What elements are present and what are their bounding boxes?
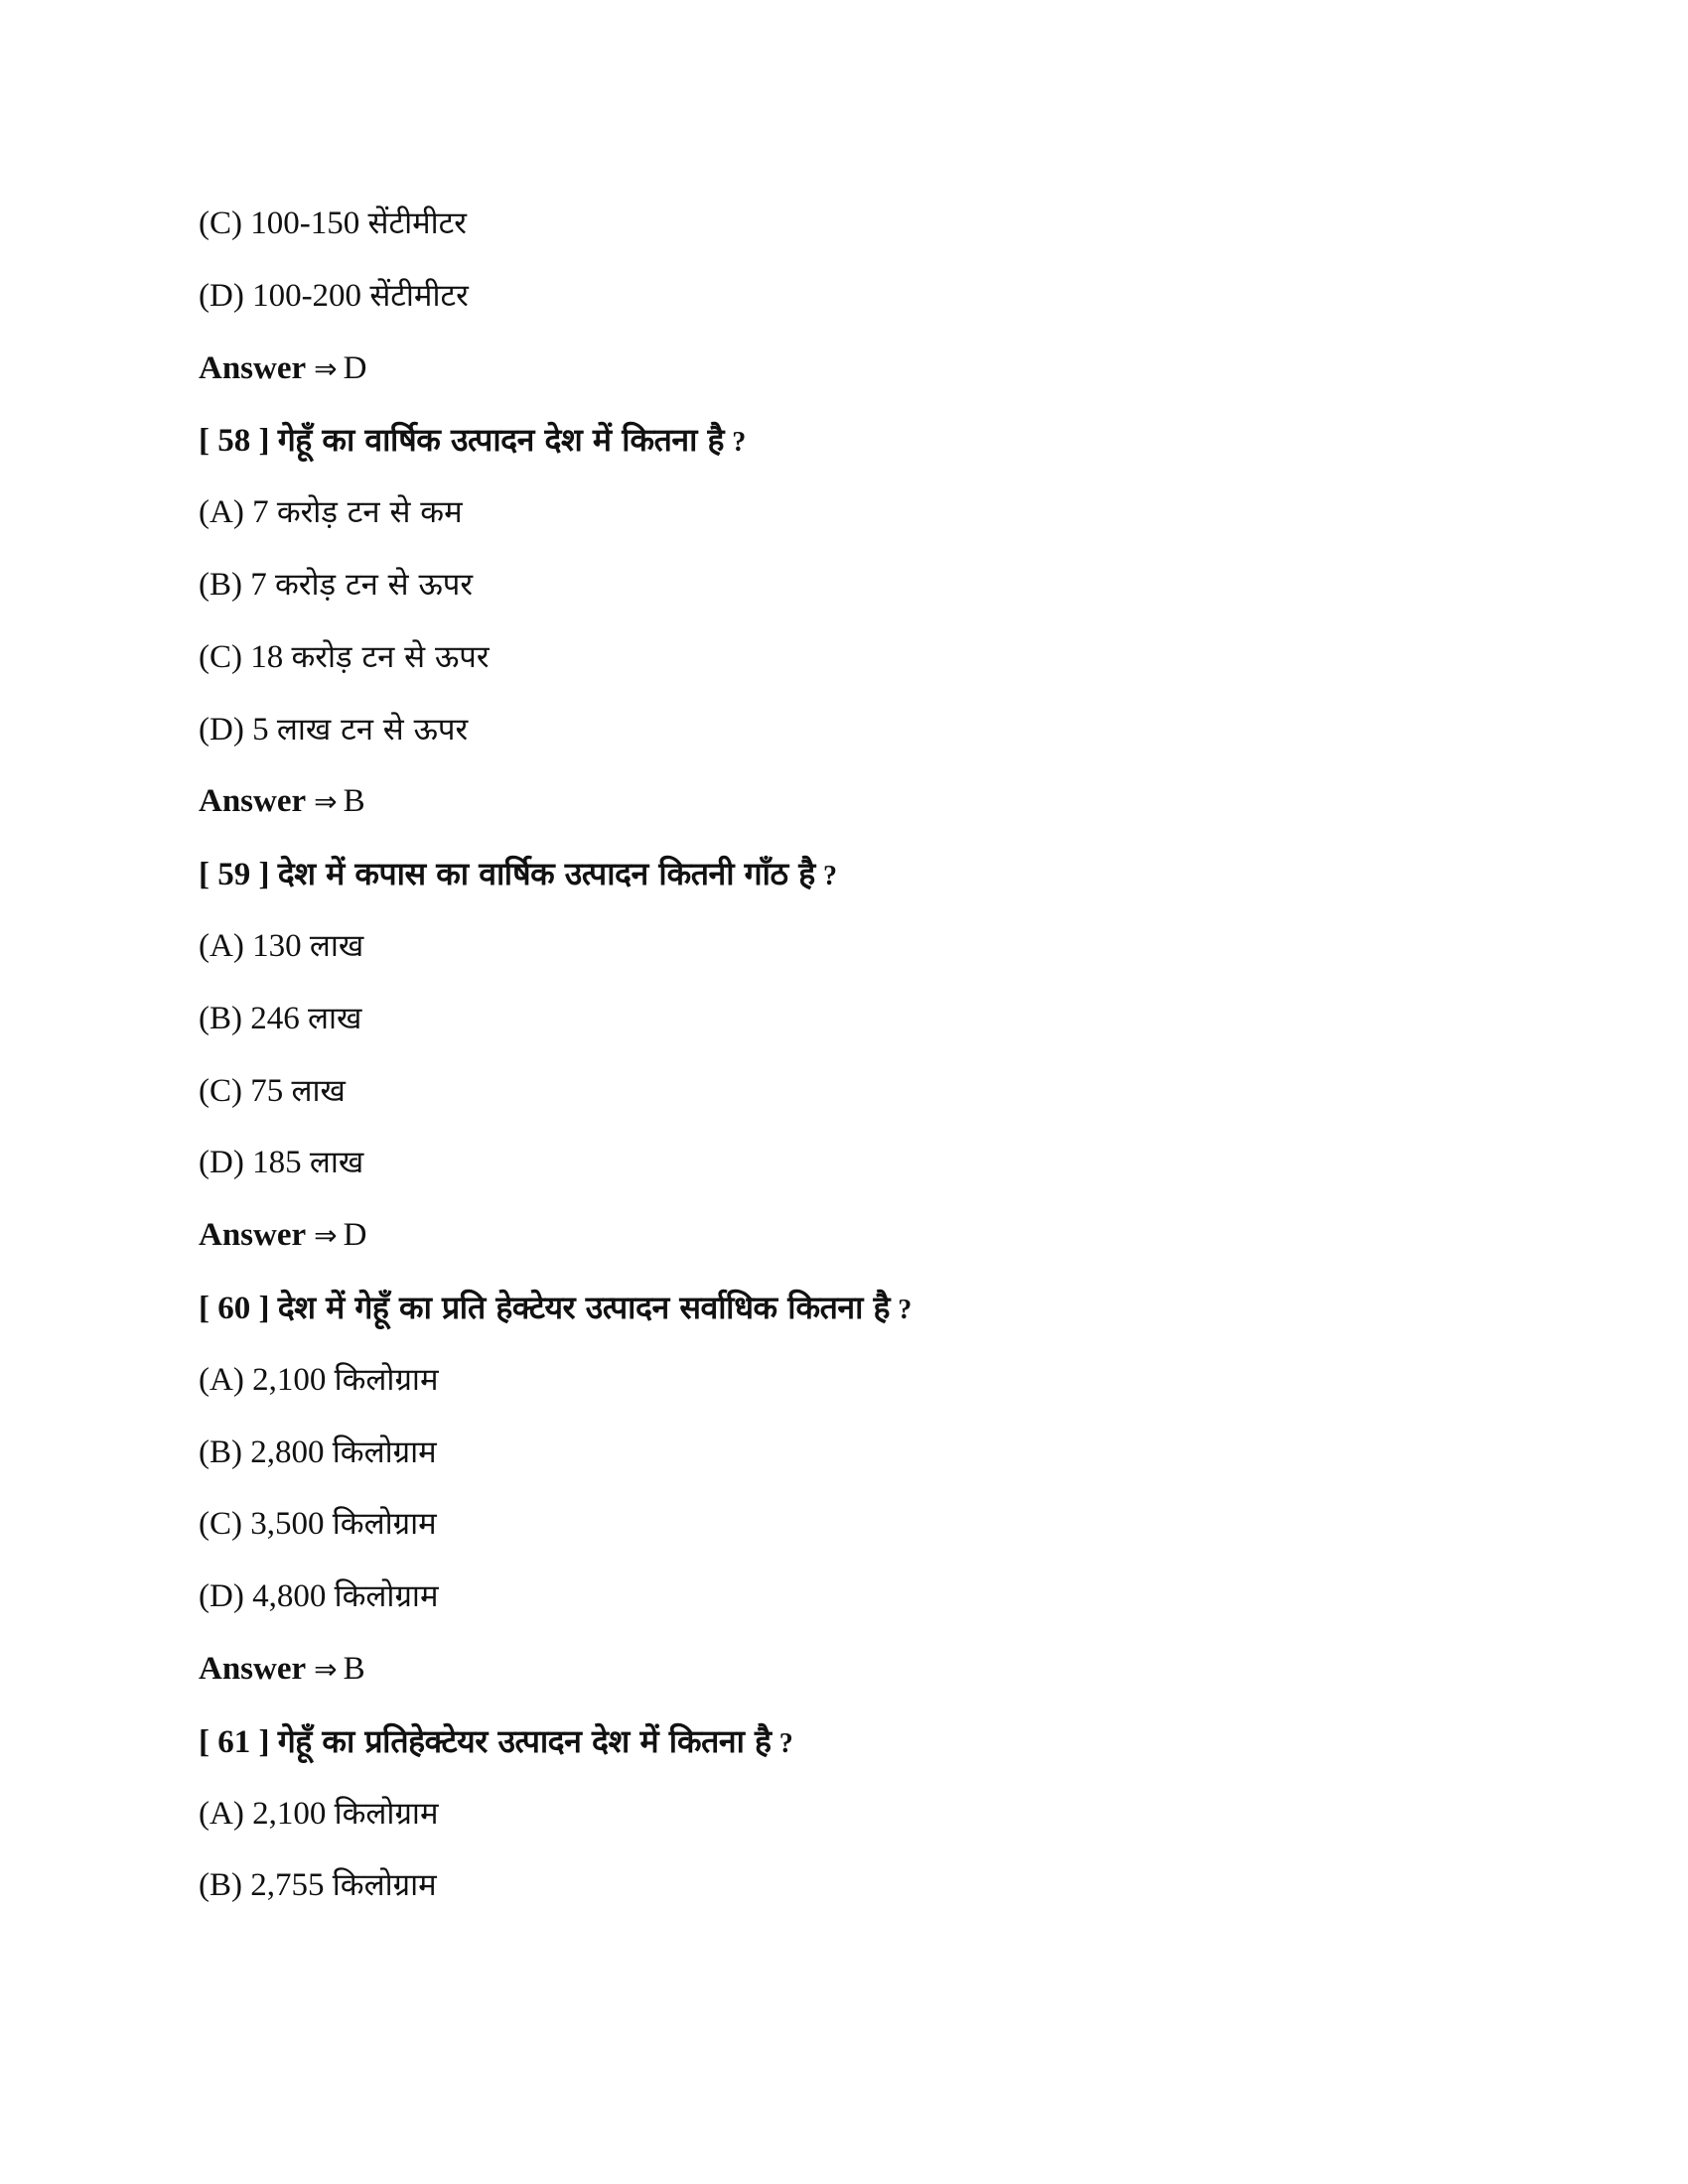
option-value: 185 xyxy=(252,1145,302,1181)
option-label: (C) xyxy=(199,205,242,241)
option-label: (D) xyxy=(199,711,244,748)
double-arrow-icon: ⇒ xyxy=(314,351,338,385)
option-label: (A) xyxy=(199,494,244,531)
option-value: 246 xyxy=(250,1000,300,1036)
q58-option-d xyxy=(199,701,912,773)
question-text: देश में गेहूँ का प्रति हेक्टेयर उत्पादन सर्वाधिक कितना है xyxy=(277,1288,891,1326)
answer-letter: D xyxy=(343,1217,367,1254)
q60-option-d xyxy=(199,1568,912,1640)
double-arrow-icon: ⇒ xyxy=(314,1652,338,1686)
q60-answer xyxy=(199,1640,912,1712)
option-label: (D) xyxy=(199,1578,244,1615)
option-unit: लाख xyxy=(309,1145,364,1181)
option-value: 4,800 xyxy=(252,1578,327,1615)
q61-option-a xyxy=(199,1785,912,1857)
option-unit: किलोग्राम xyxy=(334,1361,439,1398)
option-value: 3,500 xyxy=(250,1506,325,1543)
answer-label: Answer xyxy=(199,1650,307,1687)
option-label: (B) xyxy=(199,566,242,603)
question-mark: ? xyxy=(778,1727,793,1759)
q59-option-a xyxy=(199,917,912,990)
option-unit: किलोग्राम xyxy=(334,1578,439,1615)
question-text: देश में कपास का वार्षिक उत्पादन कितनी गाँठ है xyxy=(277,855,815,893)
answer-label: Answer xyxy=(199,783,307,820)
option-value: 130 xyxy=(252,927,302,964)
q59-option-d xyxy=(199,1134,912,1206)
option-value: 100-150 xyxy=(250,205,360,241)
option-unit: लाख टन से ऊपर xyxy=(276,711,469,748)
question-number: [ 59 ] xyxy=(199,857,270,893)
question-text: गेहूँ का प्रतिहेक्टेयर उत्पादन देश में कितना है xyxy=(277,1721,772,1760)
option-label: (C) xyxy=(199,638,242,675)
q61-option-b xyxy=(199,1856,912,1929)
question-number: [ 58 ] xyxy=(199,423,270,460)
quiz-content xyxy=(199,195,912,1929)
option-unit: लाख xyxy=(308,1000,362,1036)
option-unit: किलोग्राम xyxy=(332,1506,437,1543)
option-d-prev xyxy=(199,267,912,340)
question-number: [ 60 ] xyxy=(199,1290,270,1326)
q58-answer xyxy=(199,772,912,845)
option-value: 2,100 xyxy=(252,1361,327,1398)
option-c-prev xyxy=(199,195,912,267)
option-unit: किलोग्राम xyxy=(332,1433,437,1470)
option-label: (C) xyxy=(199,1072,242,1109)
q60-option-c xyxy=(199,1495,912,1568)
option-value: 7 xyxy=(252,494,269,531)
option-label: (A) xyxy=(199,1361,244,1398)
option-label: (D) xyxy=(199,277,244,314)
question-mark: ? xyxy=(898,1294,913,1325)
option-value: 75 xyxy=(250,1072,284,1109)
question-text: गेहूँ का वार्षिक उत्पादन देश में कितना है xyxy=(277,421,724,460)
question-61 xyxy=(199,1712,912,1785)
option-value: 2,100 xyxy=(252,1795,327,1832)
q59-answer xyxy=(199,1206,912,1279)
answer-letter: B xyxy=(343,1650,365,1687)
answer-letter: D xyxy=(343,349,367,386)
answer-letter: B xyxy=(343,783,365,820)
option-value: 100-200 xyxy=(252,277,362,314)
option-label: (B) xyxy=(199,1433,242,1470)
q58-option-c xyxy=(199,628,912,701)
question-60 xyxy=(199,1279,912,1351)
option-label: (D) xyxy=(199,1145,244,1181)
q59-option-c xyxy=(199,1062,912,1135)
question-59 xyxy=(199,845,912,917)
option-unit: करोड़ टन से ऊपर xyxy=(275,566,474,603)
option-label: (A) xyxy=(199,1795,244,1832)
double-arrow-icon: ⇒ xyxy=(314,785,338,819)
q58-option-b xyxy=(199,556,912,628)
option-unit: किलोग्राम xyxy=(332,1867,437,1904)
q60-option-a xyxy=(199,1351,912,1424)
option-unit: करोड़ टन से कम xyxy=(276,494,463,531)
option-label: (C) xyxy=(199,1506,242,1543)
answer-label: Answer xyxy=(199,1217,307,1254)
option-label: (B) xyxy=(199,1867,242,1904)
q58-option-a xyxy=(199,483,912,556)
option-value: 2,755 xyxy=(250,1867,325,1904)
option-unit: करोड़ टन से ऊपर xyxy=(291,638,490,675)
question-mark: ? xyxy=(732,427,747,459)
double-arrow-icon: ⇒ xyxy=(314,1219,338,1253)
option-unit: सेंटीमीटर xyxy=(369,277,469,314)
question-58 xyxy=(199,411,912,483)
option-value: 5 xyxy=(252,711,269,748)
option-label: (B) xyxy=(199,1000,242,1036)
answer-label: Answer xyxy=(199,349,307,386)
q60-option-b xyxy=(199,1424,912,1496)
q59-option-b xyxy=(199,990,912,1062)
question-number: [ 61 ] xyxy=(199,1723,270,1760)
option-unit: सेंटीमीटर xyxy=(367,205,467,241)
option-label: (A) xyxy=(199,927,244,964)
question-mark: ? xyxy=(822,861,837,892)
option-value: 18 xyxy=(250,638,284,675)
option-unit: लाख xyxy=(309,927,364,964)
option-unit: किलोग्राम xyxy=(334,1795,439,1832)
option-value: 2,800 xyxy=(250,1433,325,1470)
option-unit: लाख xyxy=(291,1072,346,1109)
option-value: 7 xyxy=(250,566,267,603)
answer-prev xyxy=(199,340,912,412)
